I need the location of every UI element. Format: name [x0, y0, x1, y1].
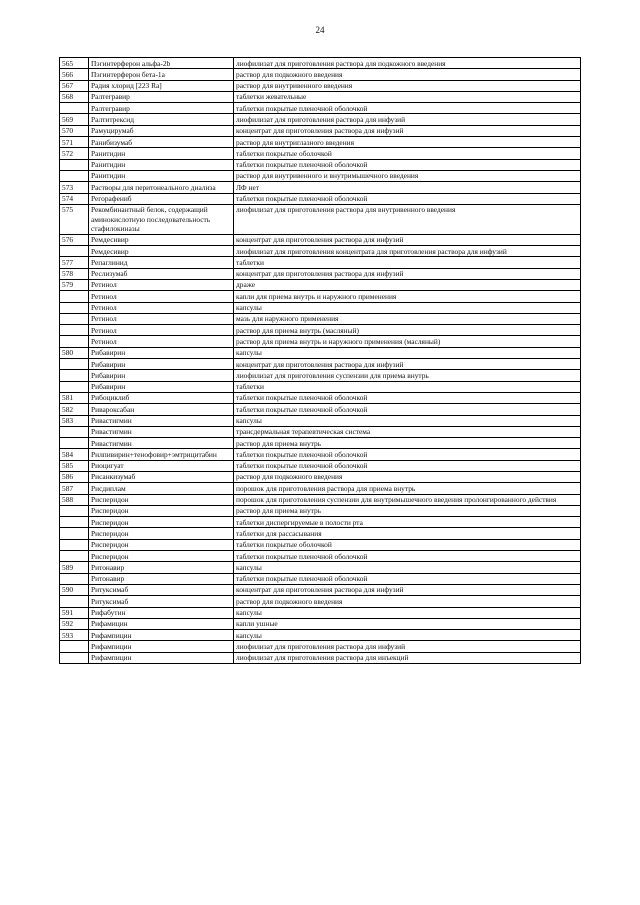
row-number-cell — [60, 325, 89, 336]
dosage-form-cell: капли для приема внутрь и наружного применения — [234, 291, 581, 302]
drug-name-cell: Ралтитрексид — [89, 114, 234, 125]
row-number-cell: 585 — [60, 460, 89, 471]
table-row — [60, 313, 581, 324]
drug-name-cell: Рибавирин — [89, 370, 234, 381]
row-number-cell: 584 — [60, 449, 89, 460]
drug-name-cell: Ривастигмин — [89, 438, 234, 449]
table-row — [60, 246, 581, 257]
dosage-form-cell: таблетки покрытые пленочной оболочкой — [234, 460, 581, 471]
dosage-form-cell: таблетки покрытые пленочной оболочкой — [234, 573, 581, 584]
row-number-cell — [60, 652, 89, 663]
dosage-form-cell: раствор для подкожного введения — [234, 69, 581, 80]
drug-table — [59, 57, 581, 664]
drug-name-cell: Ретинол — [89, 279, 234, 290]
table-row — [60, 584, 581, 595]
table-row — [60, 114, 581, 125]
row-number-cell — [60, 426, 89, 437]
row-number-cell — [60, 573, 89, 584]
row-number-cell — [60, 170, 89, 181]
drug-name-cell: Риоцигуат — [89, 460, 234, 471]
drug-name-cell: Ретинол — [89, 336, 234, 347]
table-row — [60, 347, 581, 358]
row-number-cell — [60, 505, 89, 516]
table-row — [60, 91, 581, 102]
table-row — [60, 641, 581, 652]
table-row — [60, 137, 581, 148]
row-number-cell: 574 — [60, 193, 89, 204]
drug-name-cell: Растворы для перитонеального диализа — [89, 182, 234, 193]
drug-name-cell: Рисперидон — [89, 551, 234, 562]
row-number-cell: 592 — [60, 618, 89, 629]
table-row — [60, 148, 581, 159]
dosage-form-cell: лиофилизат для приготовления суспензии для приема внутрь — [234, 370, 581, 381]
table-row — [60, 359, 581, 370]
dosage-form-cell: ЛФ нет — [234, 182, 581, 193]
row-number-cell: 587 — [60, 483, 89, 494]
table-row — [60, 268, 581, 279]
dosage-form-cell: капсулы — [234, 630, 581, 641]
table-row — [60, 204, 581, 234]
drug-name-cell: Ранибизумаб — [89, 137, 234, 148]
row-number-cell: 583 — [60, 415, 89, 426]
dosage-form-cell: таблетки диспергируемые в полости рта — [234, 517, 581, 528]
table-row — [60, 69, 581, 80]
drug-name-cell: Рисперидон — [89, 539, 234, 550]
dosage-form-cell: капли ушные — [234, 618, 581, 629]
row-number-cell — [60, 528, 89, 539]
drug-name-cell: Рифампицин — [89, 652, 234, 663]
dosage-form-cell: порошок для приготовления суспензии для внутримышечного введения пролонгированного действия — [234, 494, 581, 505]
row-number-cell — [60, 641, 89, 652]
dosage-form-cell: таблетки покрытые оболочкой — [234, 539, 581, 550]
drug-name-cell: Ретинол — [89, 325, 234, 336]
drug-name-cell: Рибоциклиб — [89, 392, 234, 403]
table-row — [60, 551, 581, 562]
row-number-cell: 588 — [60, 494, 89, 505]
dosage-form-cell: концентрат для приготовления раствора для инфузий — [234, 125, 581, 136]
drug-name-cell: Пэгинтерферон альфа-2b — [89, 58, 234, 69]
row-number-cell — [60, 517, 89, 528]
dosage-form-cell: раствор для приема внутрь (масляный) — [234, 325, 581, 336]
table-row — [60, 58, 581, 69]
dosage-form-cell: лиофилизат для приготовления раствора для инфузий — [234, 641, 581, 652]
table-row — [60, 438, 581, 449]
dosage-form-cell: лиофилизат для приготовления концентрата для приготовления раствора для инфузий — [234, 246, 581, 257]
row-number-cell — [60, 370, 89, 381]
row-number-cell: 567 — [60, 80, 89, 91]
dosage-form-cell: капсулы — [234, 415, 581, 426]
drug-name-cell: Ремдесивир — [89, 234, 234, 245]
drug-table-body — [60, 58, 581, 664]
table-row — [60, 302, 581, 313]
row-number-cell: 570 — [60, 125, 89, 136]
table-row — [60, 652, 581, 663]
dosage-form-cell: раствор для подкожного введения — [234, 596, 581, 607]
dosage-form-cell: раствор для приема внутрь и наружного применения (масляный) — [234, 336, 581, 347]
row-number-cell: 582 — [60, 404, 89, 415]
drug-name-cell: Ритонавир — [89, 562, 234, 573]
drug-name-cell: Ретинол — [89, 291, 234, 302]
drug-name-cell: Реслизумаб — [89, 268, 234, 279]
table-row — [60, 370, 581, 381]
row-number-cell — [60, 103, 89, 114]
table-row — [60, 607, 581, 618]
dosage-form-cell: порошок для приготовления раствора для приема внутрь — [234, 483, 581, 494]
dosage-form-cell: таблетки покрытые пленочной оболочкой — [234, 159, 581, 170]
table-row — [60, 291, 581, 302]
drug-name-cell: Рибавирин — [89, 359, 234, 370]
row-number-cell: 575 — [60, 204, 89, 234]
table-row — [60, 80, 581, 91]
row-number-cell — [60, 246, 89, 257]
dosage-form-cell: концентрат для приготовления раствора для инфузий — [234, 359, 581, 370]
drug-name-cell: Ривароксабан — [89, 404, 234, 415]
dosage-form-cell: драже — [234, 279, 581, 290]
row-number-cell: 572 — [60, 148, 89, 159]
table-row — [60, 336, 581, 347]
table-row — [60, 517, 581, 528]
table-row — [60, 460, 581, 471]
drug-name-cell: Рисдиплам — [89, 483, 234, 494]
drug-name-cell: Рилпивирин+тенофовир+эмтрицитабин — [89, 449, 234, 460]
dosage-form-cell: концентрат для приготовления раствора для инфузий — [234, 268, 581, 279]
drug-name-cell: Рисанкизумаб — [89, 471, 234, 482]
table-row — [60, 125, 581, 136]
dosage-form-cell: раствор для приема внутрь — [234, 505, 581, 516]
dosage-form-cell: таблетки покрытые пленочной оболочкой — [234, 392, 581, 403]
dosage-form-cell: таблетки покрытые пленочной оболочкой — [234, 103, 581, 114]
drug-name-cell: Ривастигмин — [89, 415, 234, 426]
drug-name-cell: Ранитидин — [89, 148, 234, 159]
row-number-cell: 591 — [60, 607, 89, 618]
drug-name-cell: Ритуксимаб — [89, 596, 234, 607]
table-row — [60, 193, 581, 204]
row-number-cell — [60, 539, 89, 550]
dosage-form-cell: трансдермальная терапевтическая система — [234, 426, 581, 437]
row-number-cell: 569 — [60, 114, 89, 125]
dosage-form-cell: раствор для приема внутрь — [234, 438, 581, 449]
dosage-form-cell: капсулы — [234, 302, 581, 313]
table-row — [60, 618, 581, 629]
dosage-form-cell: капсулы — [234, 562, 581, 573]
row-number-cell: 590 — [60, 584, 89, 595]
drug-name-cell: Рамуцирумаб — [89, 125, 234, 136]
dosage-form-cell: лиофилизат для приготовления раствора для инфузий — [234, 114, 581, 125]
table-row — [60, 494, 581, 505]
row-number-cell: 573 — [60, 182, 89, 193]
table-row — [60, 279, 581, 290]
table-row — [60, 562, 581, 573]
row-number-cell — [60, 291, 89, 302]
drug-name-cell: Рисперидон — [89, 494, 234, 505]
row-number-cell: 586 — [60, 471, 89, 482]
dosage-form-cell: раствор для подкожного введения — [234, 471, 581, 482]
table-row — [60, 404, 581, 415]
drug-name-cell: Рифампицин — [89, 641, 234, 652]
drug-name-cell: Рибавирин — [89, 381, 234, 392]
row-number-cell — [60, 438, 89, 449]
drug-name-cell: Ремдесивир — [89, 246, 234, 257]
drug-name-cell: Ретинол — [89, 313, 234, 324]
dosage-form-cell: лиофилизат для приготовления раствора для внутривенного введения — [234, 204, 581, 234]
dosage-form-cell: таблетки покрытые пленочной оболочкой — [234, 551, 581, 562]
table-row — [60, 103, 581, 114]
row-number-cell: 580 — [60, 347, 89, 358]
dosage-form-cell: лиофилизат для приготовления раствора для инъекций — [234, 652, 581, 663]
dosage-form-cell: таблетки жевательные — [234, 91, 581, 102]
drug-name-cell: Ритонавир — [89, 573, 234, 584]
row-number-cell — [60, 302, 89, 313]
row-number-cell: 589 — [60, 562, 89, 573]
table-row — [60, 170, 581, 181]
table-row — [60, 630, 581, 641]
table-row — [60, 415, 581, 426]
table-row — [60, 381, 581, 392]
drug-name-cell: Ритуксимаб — [89, 584, 234, 595]
table-row — [60, 505, 581, 516]
row-number-cell — [60, 381, 89, 392]
dosage-form-cell: концентрат для приготовления раствора для инфузий — [234, 234, 581, 245]
table-row — [60, 573, 581, 584]
drug-name-cell: Ретинол — [89, 302, 234, 313]
row-number-cell: 578 — [60, 268, 89, 279]
row-number-cell: 579 — [60, 279, 89, 290]
dosage-form-cell: таблетки покрытые пленочной оболочкой — [234, 449, 581, 460]
drug-name-cell: Рибавирин — [89, 347, 234, 358]
page-number: 24 — [315, 25, 325, 35]
dosage-form-cell: таблетки покрытые оболочкой — [234, 148, 581, 159]
row-number-cell — [60, 336, 89, 347]
table-row — [60, 528, 581, 539]
dosage-form-cell: таблетки покрытые пленочной оболочкой — [234, 193, 581, 204]
row-number-cell: 576 — [60, 234, 89, 245]
dosage-form-cell: раствор для внутриглазного введения — [234, 137, 581, 148]
row-number-cell — [60, 359, 89, 370]
drug-name-cell: Ралтегравир — [89, 91, 234, 102]
row-number-cell: 571 — [60, 137, 89, 148]
dosage-form-cell: лиофилизат для приготовления раствора для подкожного введения — [234, 58, 581, 69]
dosage-form-cell: концентрат для приготовления раствора для инфузий — [234, 584, 581, 595]
row-number-cell: 568 — [60, 91, 89, 102]
dosage-form-cell: капсулы — [234, 607, 581, 618]
dosage-form-cell: мазь для наружного применения — [234, 313, 581, 324]
drug-name-cell: Ранитидин — [89, 170, 234, 181]
table-row — [60, 449, 581, 460]
drug-name-cell: Рифабутин — [89, 607, 234, 618]
table-row — [60, 234, 581, 245]
dosage-form-cell: капсулы — [234, 347, 581, 358]
row-number-cell — [60, 159, 89, 170]
drug-name-cell: Рифампицин — [89, 630, 234, 641]
table-row — [60, 392, 581, 403]
drug-name-cell: Регорафениб — [89, 193, 234, 204]
drug-name-cell: Рисперидон — [89, 517, 234, 528]
dosage-form-cell: раствор для внутривенного введения — [234, 80, 581, 91]
row-number-cell — [60, 551, 89, 562]
table-row — [60, 257, 581, 268]
drug-name-cell: Рекомбинантный белок, содержащий аминокислотную последовательность стафилокиназы — [89, 204, 234, 234]
row-number-cell — [60, 596, 89, 607]
drug-name-cell: Радия хлорид [223 Ra] — [89, 80, 234, 91]
row-number-cell: 565 — [60, 58, 89, 69]
row-number-cell: 593 — [60, 630, 89, 641]
drug-name-cell: Рифамицин — [89, 618, 234, 629]
drug-name-cell: Ранитидин — [89, 159, 234, 170]
table-row — [60, 483, 581, 494]
table-row — [60, 426, 581, 437]
table-row — [60, 325, 581, 336]
drug-name-cell: Пэгинтерферон бета-1а — [89, 69, 234, 80]
drug-name-cell: Ралтегравир — [89, 103, 234, 114]
dosage-form-cell: таблетки для рассасывания — [234, 528, 581, 539]
drug-name-cell: Рисперидон — [89, 528, 234, 539]
table-row — [60, 159, 581, 170]
dosage-form-cell: таблетки — [234, 257, 581, 268]
table-row — [60, 471, 581, 482]
drug-name-cell: Ривастигмин — [89, 426, 234, 437]
row-number-cell: 577 — [60, 257, 89, 268]
table-row — [60, 539, 581, 550]
drug-name-cell: Рисперидон — [89, 505, 234, 516]
table-row — [60, 182, 581, 193]
table-row — [60, 596, 581, 607]
drug-name-cell: Репаглинид — [89, 257, 234, 268]
dosage-form-cell: раствор для внутривенного и внутримышечного введения — [234, 170, 581, 181]
row-number-cell: 581 — [60, 392, 89, 403]
dosage-form-cell: таблетки — [234, 381, 581, 392]
row-number-cell — [60, 313, 89, 324]
dosage-form-cell: таблетки покрытые пленочной оболочкой — [234, 404, 581, 415]
row-number-cell: 566 — [60, 69, 89, 80]
